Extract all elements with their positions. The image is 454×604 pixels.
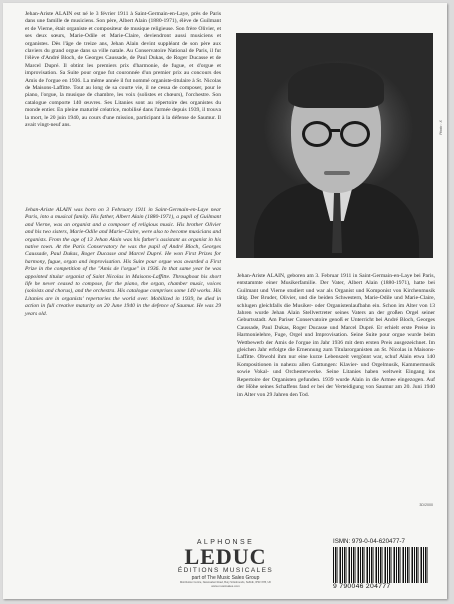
back-cover-page (3, 3, 447, 599)
publisher-line-leduc: LEDUC (184, 544, 267, 569)
composer-portrait-photo (236, 33, 433, 258)
publisher-website: www.musicsales.com (211, 584, 240, 589)
french-biography: Jehan-Ariste ALAIN est né le 3 février 1911 à Saint-Germain-en-Laye, près de Paris dans une famille de musiciens. Son père, Albert Alain (1880-1971), élève de Guilmant et de Vierne, était organiste et compositeur de musique religieuse. Son frère Olivier, et ses deux sœurs, Marie-Odile et Marie-Claire, deviendront aussi musiciens et organistes. Dès l'âge de treize ans, Jehan Alain devint suppléant de son père aux claviers du grand orgue dans sa ville natale. Au Conservatoire National de Paris, il fut l'élève d'André Bloch, de Georges Caussade, de Paul Dukas, de Roger Ducasse et de Marcel Dupré. Il obtint les premiers prix d'harmonie, de fugue, et d'orgue et improvisation. Sa Suite pour orgue fut couronnée d'un premier prix au concours des Amis de l'orgue en 1936. La même année il fut nommé organiste-titulaire à St. Nicolas de Maisons-Laffitte. Tout au long de sa courte vie, il ne cessa de composer, pour le piano, l'orgue, la musique de chambre, les voix (solistes et chœurs), l'orchestre. Son catalogue comporte 140 œuvres. Ses Litanies sont au répertoire des organistes du monde entier. En pleine maturité créatrice, mobilisé dans l'armée depuis 1939, il trouva la mort, le 20 juin 1940, au cours d'une mission, participant à la défense de Saumur. Il avait vingt-neuf ans. (25, 11, 221, 129)
english-biography: Jehan-Ariste ALAIN was born on 3 February 1911 in Saint-Germain-en-Laye near Paris, into a musical family. His father, Albert Alain (1880-1971), a pupil of Guilmant and Vierne, was an organist and a composer of religious music. His brother Olivier and his two sisters, Marie-Odile and Marie-Claire, were also to become musicians and organists. From the age of 13 Jehan Alain was his father's assistant as organist in his native town. At the Paris Conservatory he was the pupil of André Bloch, Georges Caussade, Paul Dukas, Roger Ducasse and Marcel Dupré. He won First Prizes for harmony, fugue, organ and improvisation. His Suite pour orgue was awarded a First Prize in the competition of the "Amis de l'orgue" in 1936. In that same year he was appointed titular organist of Saint Nicolas in Maisons-Laffitte. Throughout his short life he never ceased to compose, for the piano, the organ, chamber music, voices (soloists and chorus), and the orchestra. His catalogue comprises some 140 works. His Litanies are in organists' repertories the world over. Mobilized in 1939, he died in action in full creative maturity on 20 June 1940 in the defence of Saumur. He was 29 years old. (25, 207, 221, 317)
publisher-line-group: part of The Music Sales Group (191, 575, 260, 581)
barcode-digits: 9 790046 204777 (333, 583, 391, 590)
publisher-line-alphonse: ALPHONSE (196, 539, 255, 546)
photo-credit: Photo : X (439, 120, 443, 135)
catalog-code: 3D/2000 (419, 503, 433, 507)
german-biography: Jehan-Ariste ALAIN, geboren am 3. Februar 1911 in Saint-Germain-en-Laye bei Paris, entstammte einer Musikerfamilie. Der Vater, Albert Alain (1880-1971), hatte bei Guilmant und Vierne studiert und war als Organist und Komponist von Kirchenmusik tätig. Der Bruder, Olivier, und die beiden Schwestern, Marie-Odile und Marie-Claire, schlugen gleichfalls die Musiker- oder Organistenlaufbahn ein. Schon im Alter von 13 Jahren wurde Jehan Alain Stellvertreter seines Vaters an der großen Orgel seiner Geburtsstadt. Am Pariser Conservatoire genoß er Unterricht bei André Bloch, Georges Caussade, Paul Dukas, Roger Ducasse und Marcel Dupré. Er erhielt erste Preise in Harmonielehre, Fuge, Orgel und Improvisation. Seine Suite pour orgue wurde beim Wettbewerb der Amis de l'orgue im Jahr 1936 mit dem ersten Preis ausgezeichnet. Im gleichen Jahr erfolgte die Ernennung zum Titularorganisten an St. Nicolas in Maisons-Laffitte. Obwohl ihm nur eine kurze Lebenszeit vergönnt war, schuf Alain etwa 140 Kompositionen in nahezu allen Gattungen: Klavier- und Orgelmusik, Kammermusik sowie Vokal- und Orchesterwerke. Seine Litanies haben weltweit Eingang ins Repertoire der Organisten gefunden. 1939 wurde Alain in die Armee eingezogen. Auf der Höhe seines Schaffens fand er bei der Verteidigung von Saumur am 20. Juni 1940 im Alter von 29 Jahren den Tod. (237, 273, 435, 398)
publisher-line-editions: ÉDITIONS MUSICALES (177, 567, 274, 574)
ismn-label: ISMN: 979-0-04-620477-7 (333, 538, 405, 545)
publisher-logo (143, 538, 308, 588)
barcode-bars (333, 547, 429, 583)
publisher-address: Distribution Centre, Newmarket Road, Bury St Edmunds, Suffolk, IP33 3YB, UK (179, 581, 272, 584)
barcode-block (333, 538, 433, 593)
